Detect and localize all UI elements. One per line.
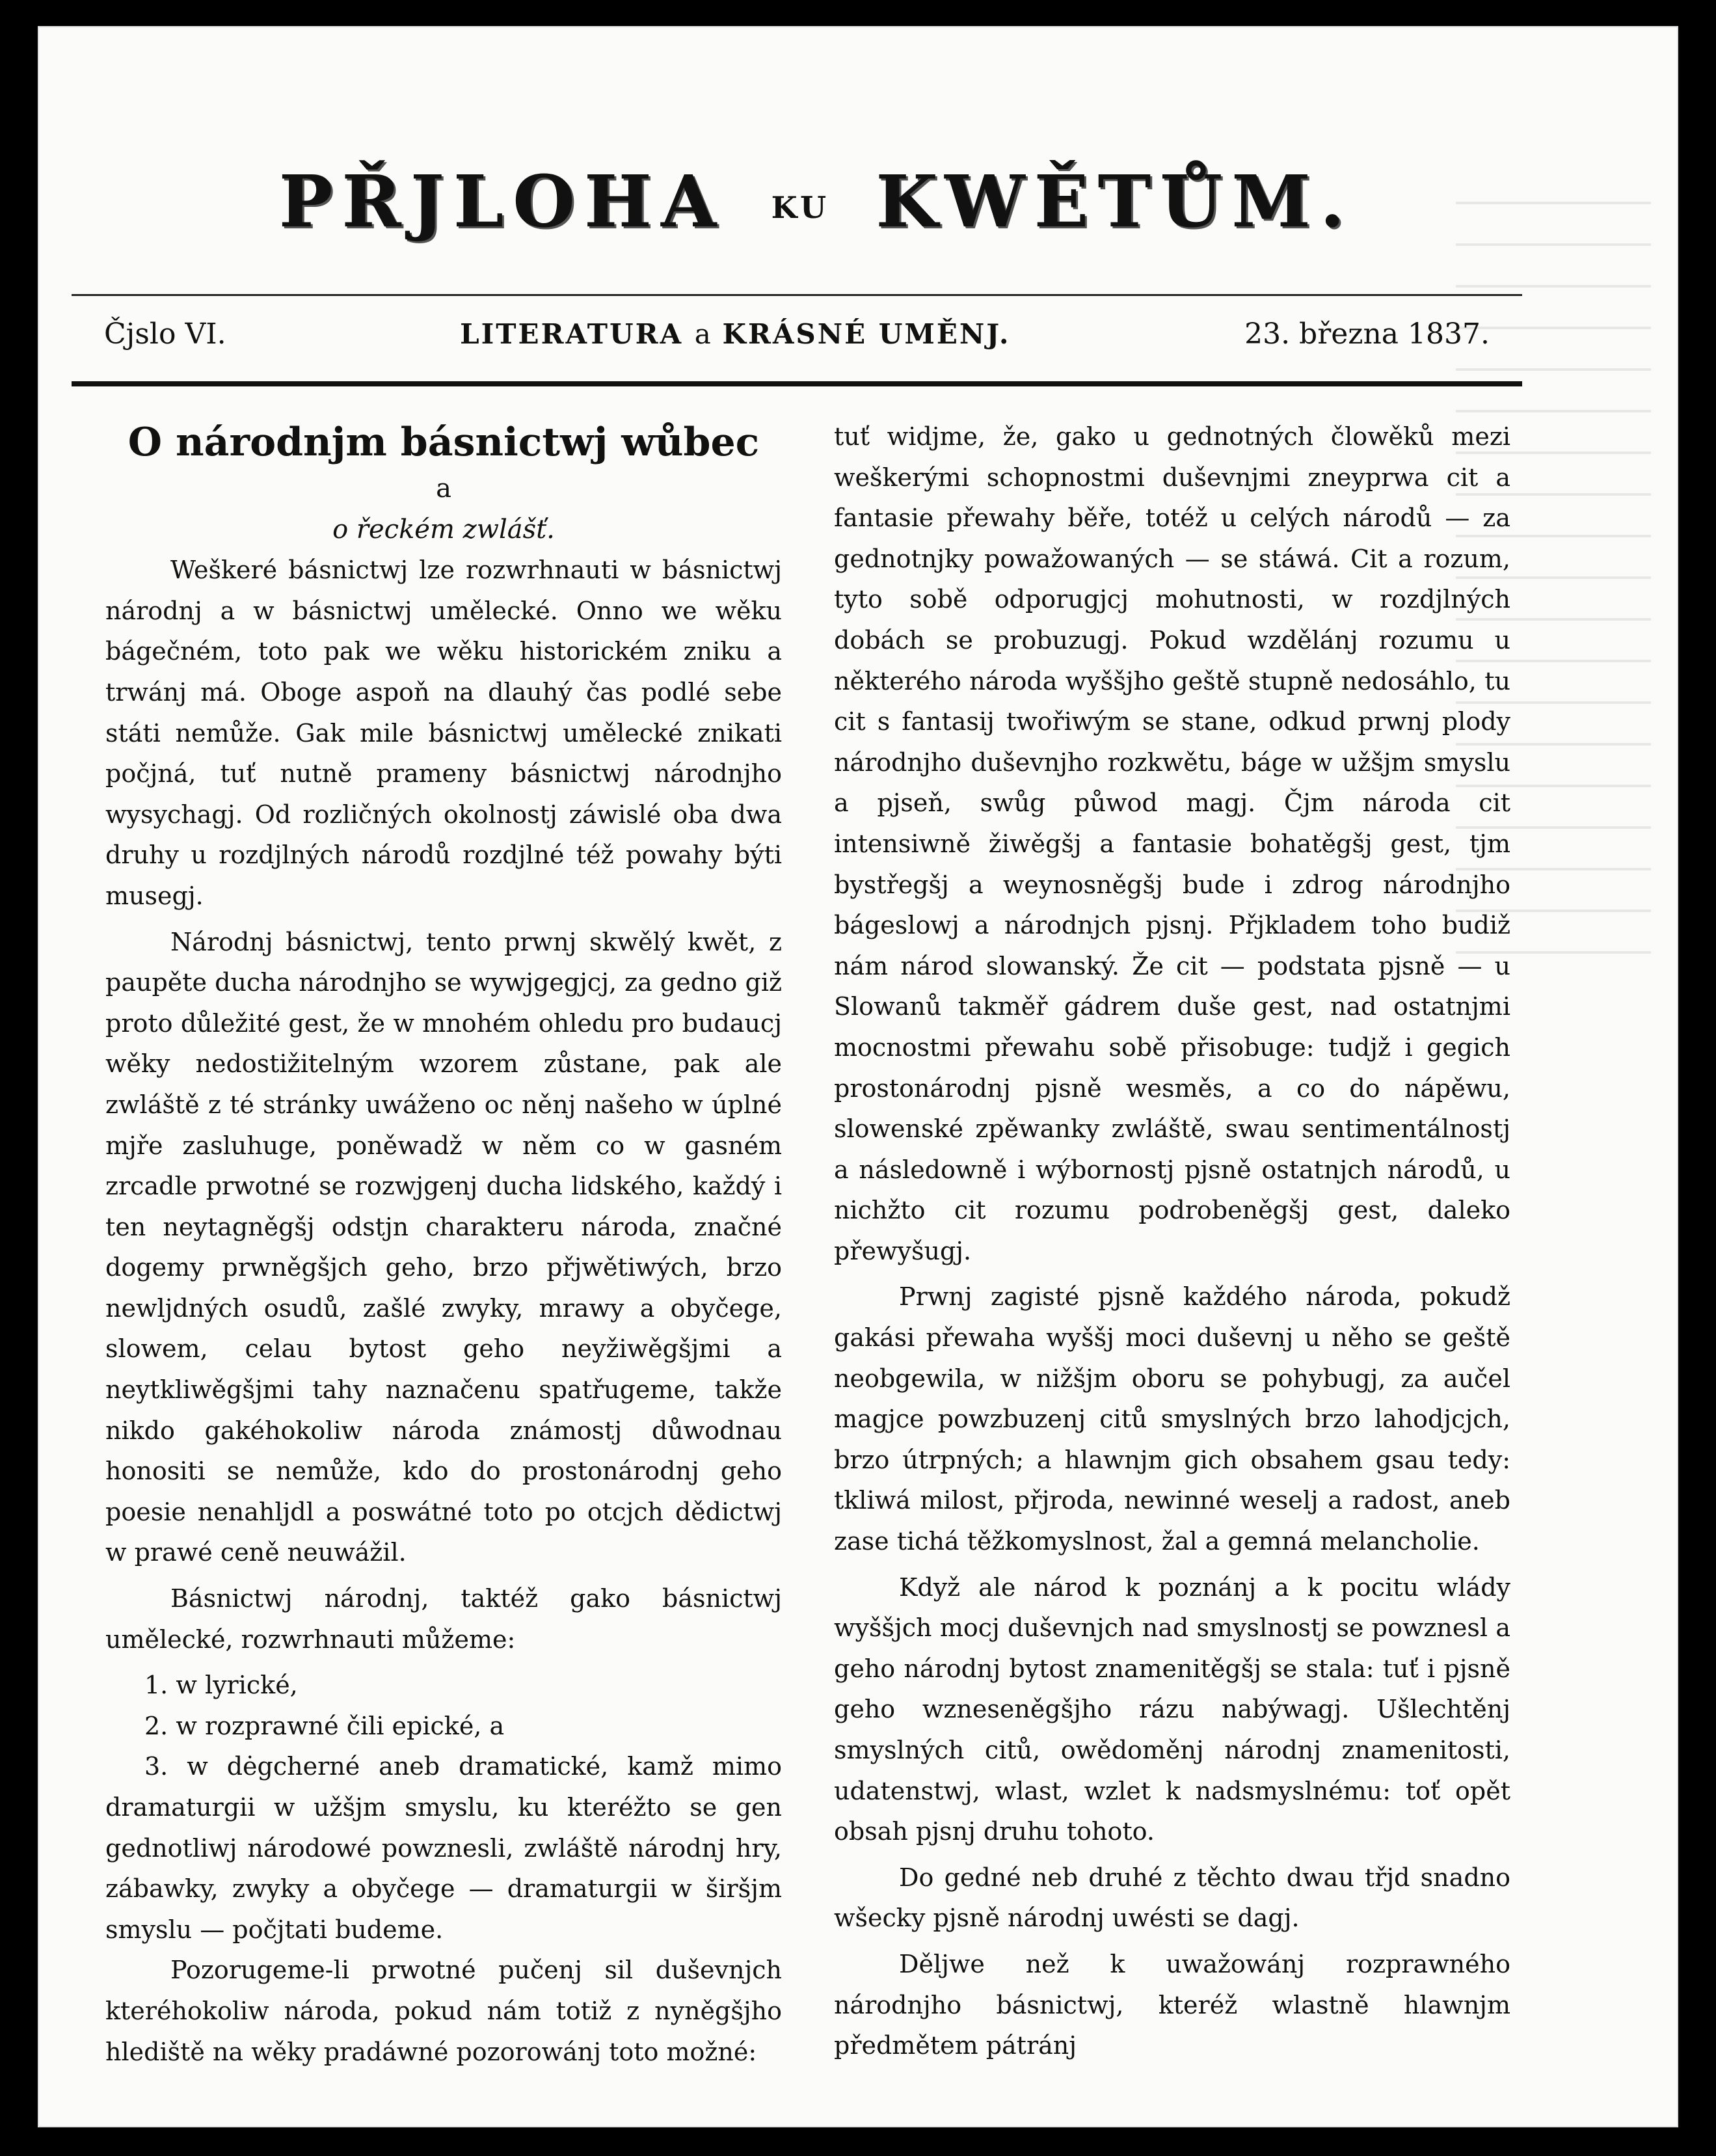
paragraph: Pozorugeme-li prwotné pučenj sil duševnjch kteréhokoliw národa, pokud nám totiž z nyněgšjho hlediště na wěky pradáwné pozorowánj toto možné: [105,1956,782,2066]
paragraph: Do gedné neb druhé z těchto dwau třjd snadno wšecky pjsně národnj uwésti se dagj. [834,1863,1510,1933]
masthead-word-2: KU [771,190,831,226]
article-subtitle-conj: a [436,474,451,504]
issue-date: 23. března 1837. [1244,317,1490,351]
paragraph: tuť widjme, že, gako u gednotných člowěků mezi weškerými schopnostmi duševnjmi zneyprwa cit a fantasie přewahy běře, totéž u celých národů — za gednotnjky powažowaných — se stáwá. Cit a rozum, tyto sobě odporugjcj mohutnosti, w rozdjlných dobách se probuzugj. Pokud wzdělánj rozumu u některého národa wyššjho geště stupně nedosáhlo, tu cit s fantasij twořiwým se stane, odkud prwnj plody národnjho duševnjho rozkwětu, báge w užšjm smyslu a pjseň, swůg půwod magj. Čjm národa cit intensiwně žiwěgšj a fantasie bohatěgšj gest, tjm bystřegšj a weynosněgšj bude i zdrog národnjho bágeslowj a národnjch pjsnj. Přjkladem toho budiž nám národ slowanský. Že cit — podstata pjsně — u Slowanů takměř gádrem duše gest, nad ostatnjmi mocnostmi přewahu sobě přisobuge: tudjž i gegich prostonárodnj pjsně wesměs, a co do nápěwu, slowenské zpěwanky zwláště, swau sentimentálnostj a následowně i wýbornostj pjsně ostatnjch národů, u nichžto cit rozumu podrobeněgšj gest, daleko přewyšugj. [834,422,1510,1265]
article-subtitle: o řeckém zwlášť. [332,514,555,545]
masthead [98,159,1535,247]
paragraph: Národnj básnictwj, tento prwnj skwělý kwět, z paupěte ducha národnjho se wywjgegjcj, za gedno giž proto důležité gest, že w mnohém ohledu pro budaucj wěky nedostižitelným wzorem zůstane, pak ale zwláště z té stránky uwáženo oc něnj našeho w úplné mjře zasluhuge, poněwadž w něm co w gasném zrcadle prwotné se rozwjgenj ducha lidského, každý i ten neytagněgšj odstjn charakteru národa, značné dogemy prwněgšjch geho, brzo přjwětiwých, brzo newljdných osudů, zašlé zwyky, mrawy a obyčege, slowem, celau bytost geho neyžiwěgšjmi a neytkliwěgšjmi tahy naznačenu spatřugeme, takže nikdo gakéhokoliw národa známostj důwodnau honositi se nemůže, kdo do prostonárodnj geho poesie nenahljdl a poswátné toto po otcjch dědictwj w prawé ceně neuwážil. [105,927,782,1567]
paragraph: Básnictwj národnj, taktéž gako básnictwj umělecké, rozwrhnauti můžeme: [105,1584,782,1654]
paragraph: Když ale národ k poznánj a k pocitu wlády wyššjch mocj duševnjch nad smyslnostj se powznesl a geho národnj bytost znamenitěgšj se stala: tuť i pjsně geho wzneseněgšjho rázu nabýwagj. Ušlechtěnj smyslných citů, owědoměnj národnj znamenitosti, udatenstwj, wlast, wzlet k nadsmyslnému: toť opět obsah pjsnj druhu tohoto. [834,1572,1510,1846]
paragraph: Weškeré básnictwj lze rozwrhnauti w básnictwj národnj a w básnictwj umělecké. Onno we wěku bágečném, toto pak we wěku historickém zniku a trwánj má. Oboge aspoň na dlauhý čas podlé sebe státi nemůže. Gak mile básnictwj umělecké znikati počjná, tuť nutně prameny básnictwj národnjho wysychagj. Od rozličných okolnostj záwislé oba dwa druhy u rozdjlných národů rozdjlné též powahy býti musegj. [105,556,782,910]
section-title [460,318,1010,350]
section-main: LITERATURA [460,317,684,350]
paragraph: Prwnj zagisté pjsně každého národa, pokudž gakási přewaha wyššj moci duševnj u něho se geště neobgewila, w nižšjm oboru se pohybugj, za aučel magjce powzbuzenj citů smyslných brzo lahodjcjch, brzo útrpných; a hlawnjm gich obsahem gsau tedy: tkliwá milost, přjroda, newinné weselj a radost, aneb zase tichá těžkomyslnost, žal a gemná melancholie. [834,1282,1510,1556]
masthead-word-1: PŘJLOHA [278,159,726,243]
section-end: KRÁSNÉ UMĚNJ. [722,317,1011,350]
column-right [834,416,1510,2071]
column-left [105,416,782,2077]
section-conj: a [694,317,711,350]
header-rule-top [72,294,1522,296]
issue-info-bar [104,311,1490,357]
list-item: 2. w rozprawné čili epické, a [144,1711,505,1740]
list-item: 1. w lyrické, [144,1671,298,1700]
masthead-word-3: KWĚTŮM. [876,159,1354,243]
paragraph: Děljwe než k uwažowánj rozprawného národnjho básnictwj, kteréž wlastně hlawnjm předmětem pátránj [834,1949,1510,2060]
issue-number: Čjslo VI. [104,317,226,351]
article-title: O národnjm básnictwj wůbec [127,420,760,465]
list-item: 3. w dėgcherné aneb dramatické, kamž mimo dramaturgii w užšjm smyslu, ku kteréžto se gen gednotliwj národowé powznesli, zwláště národnj hry, zábawky, zwyky a obyčege — dramaturgii w širšjm smyslu — počjtati budeme. [105,1752,782,1944]
header-rule-bottom [72,381,1522,386]
